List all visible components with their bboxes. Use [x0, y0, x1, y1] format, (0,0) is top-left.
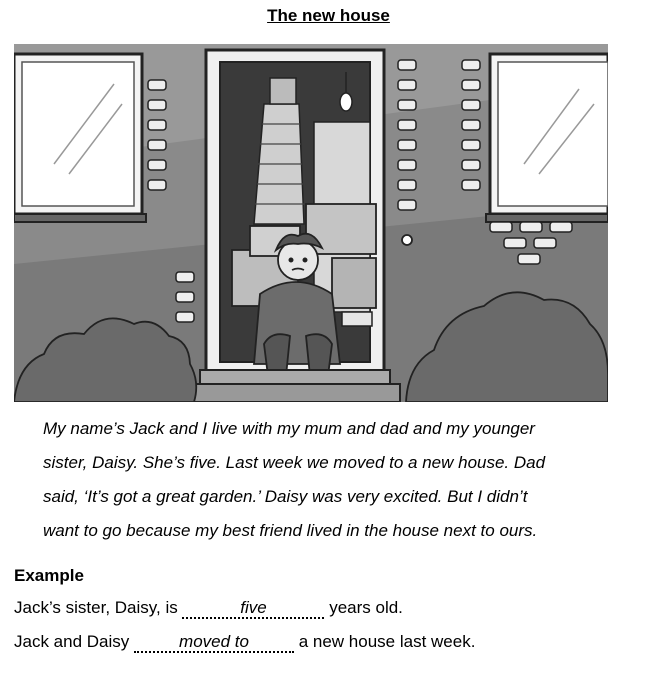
answer-blank: moved to	[134, 633, 294, 653]
story-text	[43, 412, 633, 548]
example-sentence-2	[14, 632, 475, 653]
example-heading: Example	[14, 566, 84, 585]
page-title: The new house	[267, 6, 390, 25]
story-line: My name’s Jack and I live with my mum and dad and my younger	[43, 419, 535, 438]
example-sentence-1	[14, 598, 403, 619]
answer-blank: five	[182, 599, 324, 619]
left-window	[14, 54, 146, 222]
story-line: said, ‘It’s got a great garden.’ Daisy was very excited. But I didn’t	[43, 487, 528, 506]
house-doorway-illustration	[14, 44, 608, 402]
story-line: sister, Daisy. She’s five. Last week we moved to a new house. Dad	[43, 453, 546, 472]
right-window	[486, 54, 608, 222]
sentence-text: Jack and Daisy	[14, 632, 134, 651]
sentence-text: a new house last week.	[294, 632, 476, 651]
sentence-text: Jack’s sister, Daisy, is	[14, 598, 183, 617]
sentence-text: years old.	[324, 598, 403, 617]
story-line: want to go because my best friend lived in the house next to ours.	[43, 521, 538, 540]
